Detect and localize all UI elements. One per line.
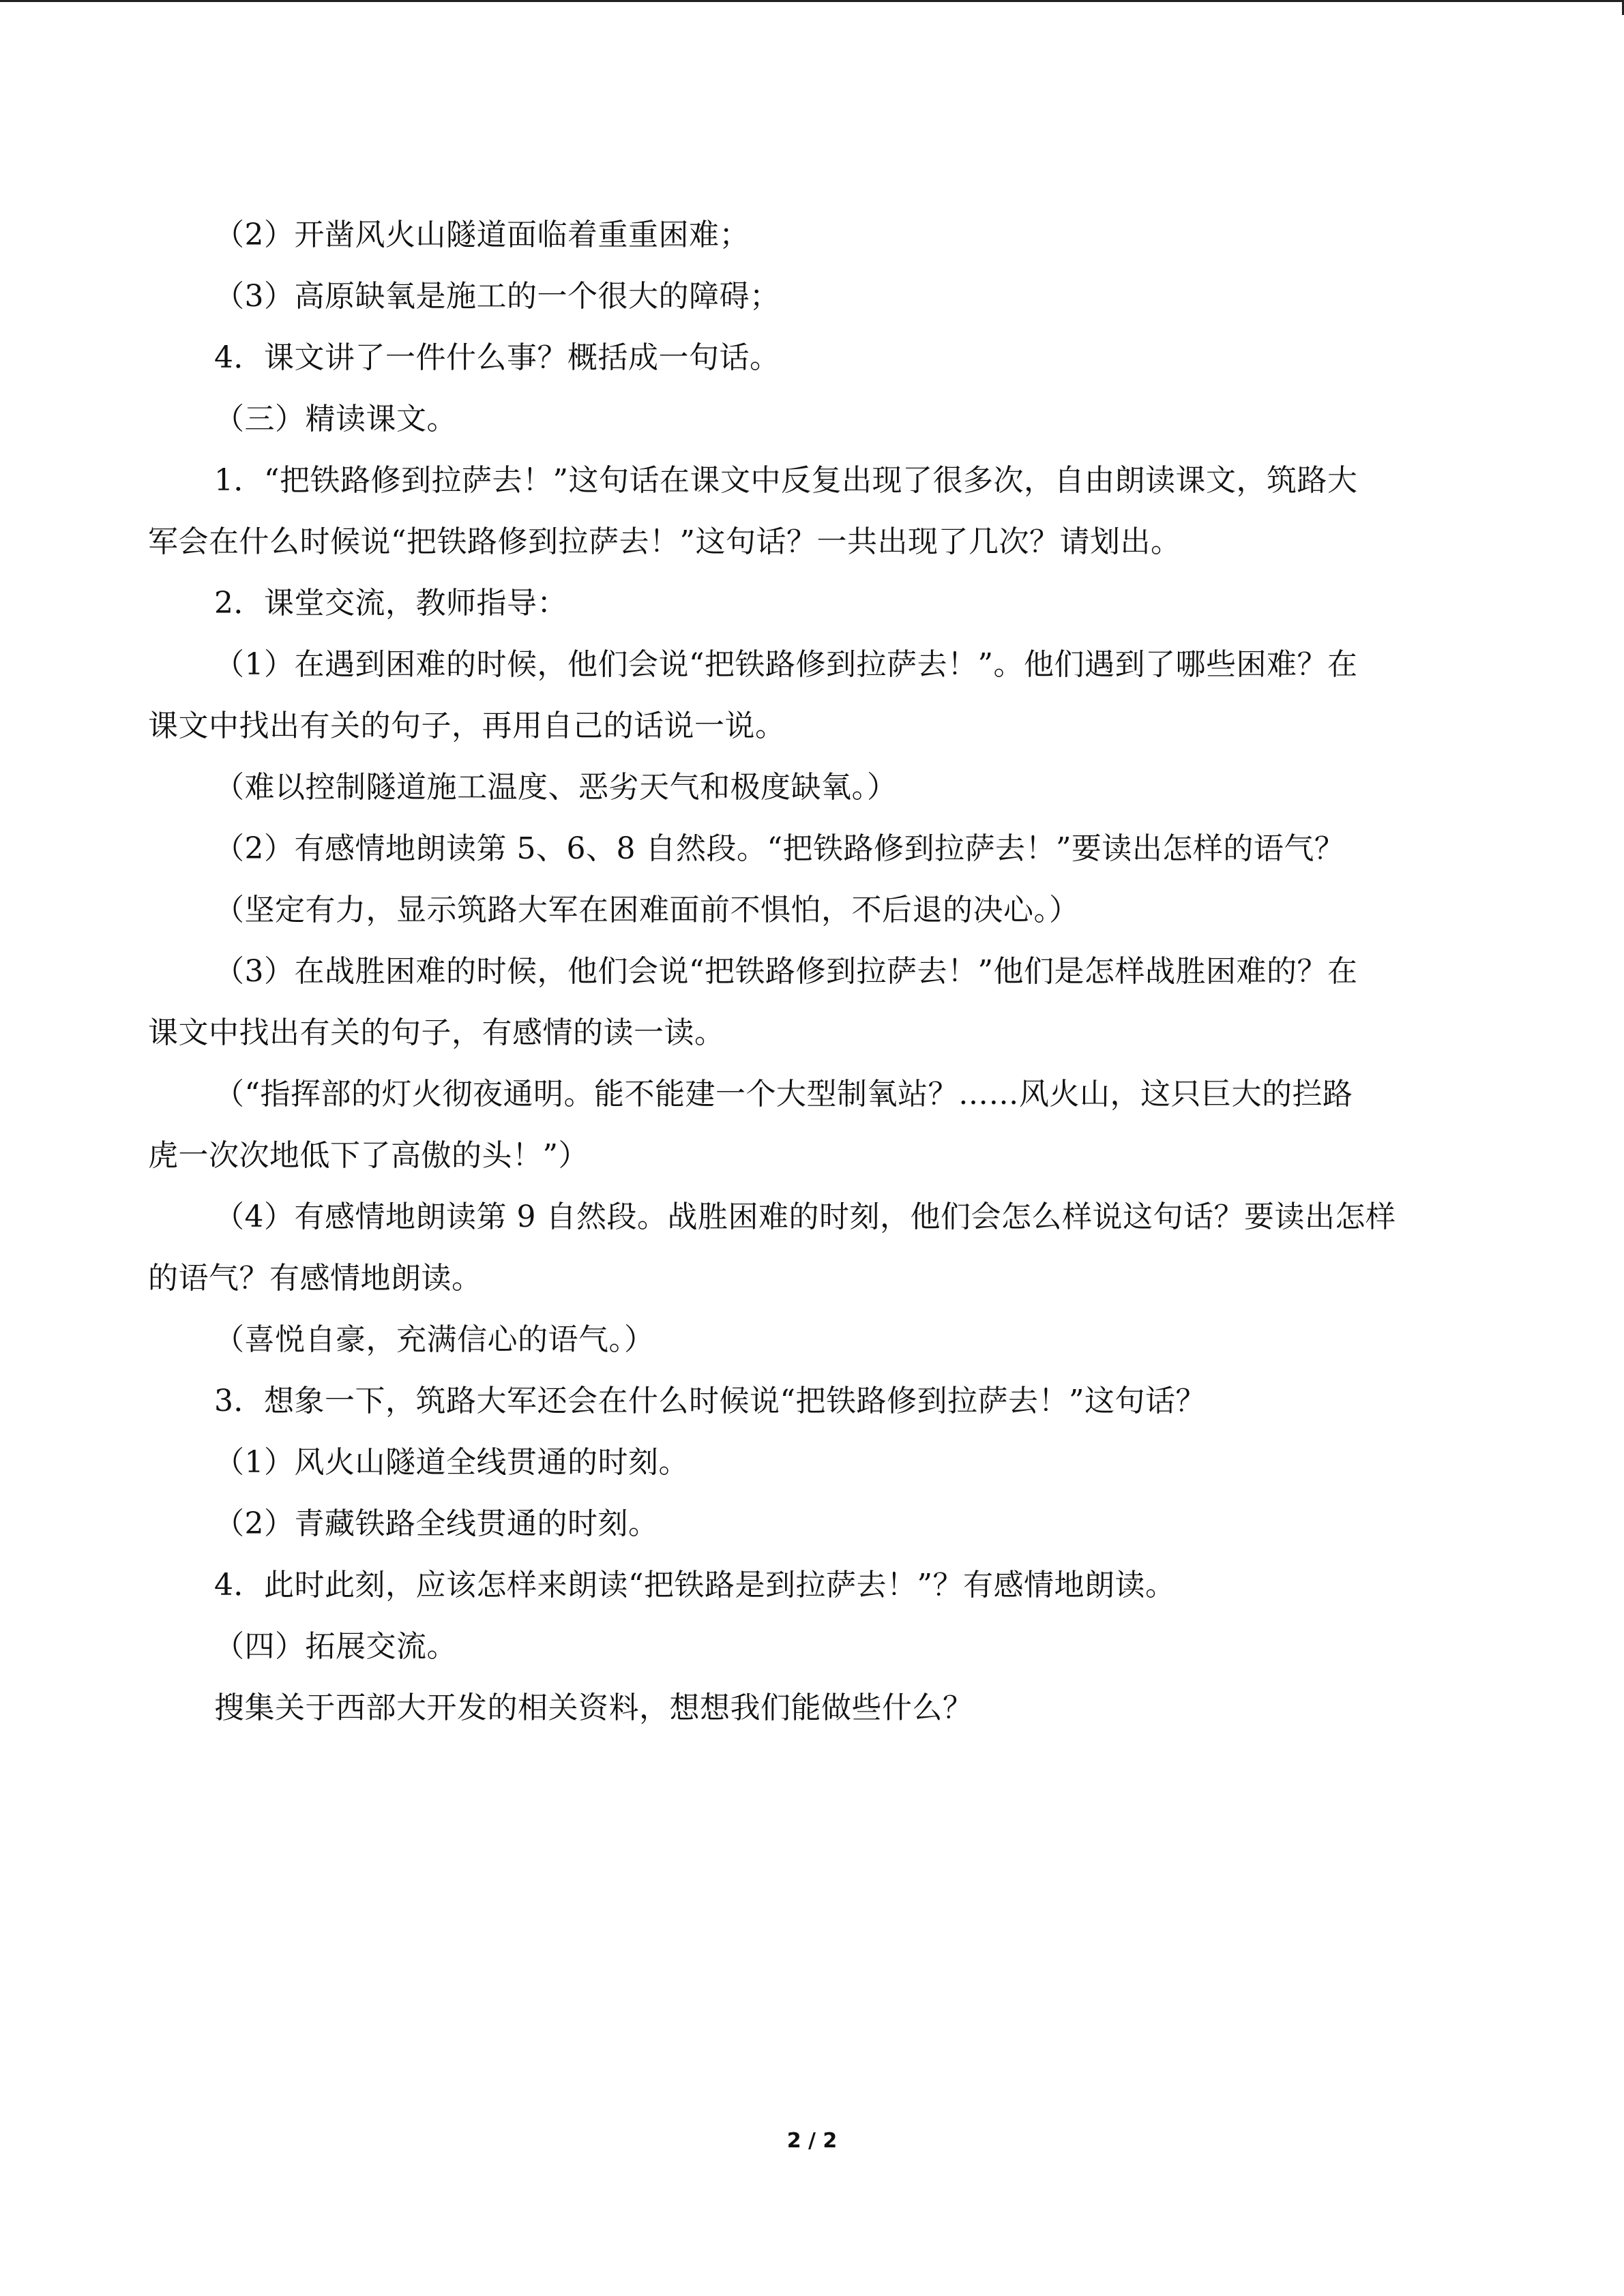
paragraph-line: 4．课文讲了一件什么事？概括成一句话。: [214, 340, 780, 375]
paragraph-line: 军会在什么时候说“把铁路修到拉萨去！”这句话？一共出现了几次？请划出。: [148, 524, 1181, 559]
paragraph-line: 课文中找出有关的句子，有感情的读一读。: [148, 1015, 725, 1050]
paragraph-line: （难以控制隧道施工温度、恶劣天气和极度缺氧。）: [214, 770, 898, 805]
page-number: 2 / 2: [786, 2129, 838, 2153]
paragraph-line: （1）在遇到困难的时候，他们会说“把铁路修到拉萨去！”。他们遇到了哪些困难？在: [214, 647, 1358, 682]
paragraph-line: （坚定有力，显示筑路大军在困难面前不惧怕，不后退的决心。）: [214, 893, 1080, 927]
paragraph-line: （喜悦自豪，充满信心的语气。）: [214, 1322, 655, 1357]
page-top-border: [0, 0, 1624, 2]
paragraph-line: 2．课堂交流，教师指导：: [214, 586, 567, 621]
paragraph-line: （2）青藏铁路全线贯通的时刻。: [214, 1506, 659, 1541]
paragraph-line: （“指挥部的灯火彻夜通明。能不能建一个大型制氧站？……风火山，这只巨大的拦路: [214, 1077, 1353, 1112]
paragraph-line: 课文中找出有关的句子，再用自己的话说一说。: [148, 709, 786, 743]
paragraph-line: 搜集关于西部大开发的相关资料，想想我们能做些什么？: [214, 1690, 973, 1725]
paragraph-line: 1．“把铁路修到拉萨去！”这句话在课文中反复出现了很多次，自由朗读课文，筑路大: [214, 463, 1358, 498]
paragraph-line: 4．此时此刻，应该怎样来朗读“把铁路是到拉萨去！”？有感情地朗读。: [214, 1568, 1176, 1602]
paragraph-line: （2）开凿风火山隧道面临着重重困难；: [214, 218, 750, 252]
paragraph-line: （3）在战胜困难的时候，他们会说“把铁路修到拉萨去！”他们是怎样战胜困难的？在: [214, 954, 1358, 989]
paragraph-line: （1）风火山隧道全线贯通的时刻。: [214, 1445, 689, 1480]
section-heading: （四）拓展交流。: [214, 1629, 457, 1664]
paragraph-line: （3）高原缺氧是施工的一个很大的障碍；: [214, 279, 780, 314]
paragraph-line: 的语气？有感情地朗读。: [148, 1261, 482, 1296]
paragraph-line: 3．想象一下，筑路大军还会在什么时候说“把铁路修到拉萨去！”这句话？: [214, 1384, 1206, 1418]
section-heading: （三）精读课文。: [214, 402, 457, 436]
paragraph-line: 虎一次次地低下了高傲的头！”）: [148, 1138, 589, 1173]
paragraph-line: （2）有感情地朗读第 5、6、8 自然段。“把铁路修到拉萨去！”要读出怎样的语气？: [214, 831, 1345, 866]
document-body: [148, 205, 1478, 1739]
paragraph-line: （4）有感情地朗读第 9 自然段。战胜困难的时刻，他们会怎么样说这句话？要读出怎样: [214, 1199, 1396, 1234]
